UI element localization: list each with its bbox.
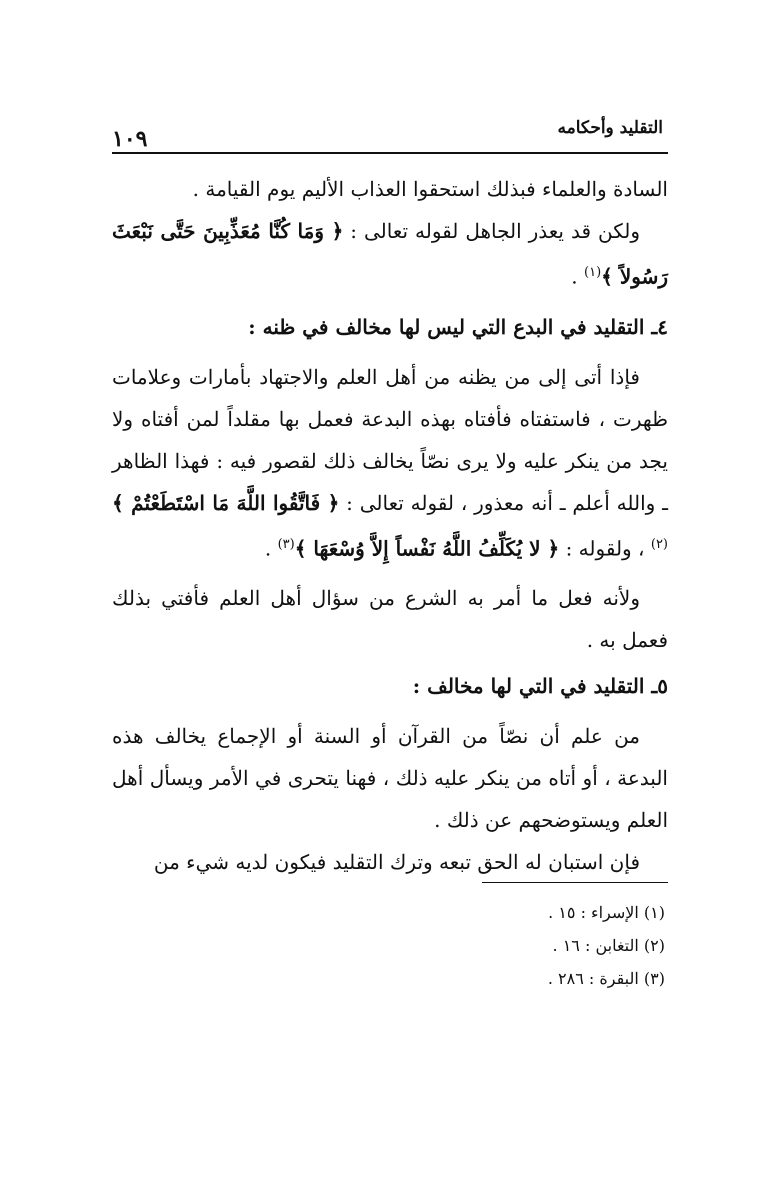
- paragraph-6: فإن استبان له الحق تبعه وترك التقليد فيكون لديه شيء من: [153, 850, 640, 875]
- paragraph-5: من علم أن نصّاً من القرآن أو السنة أو الإجماع يخالف هذه البدعة ، أو أتاه من ينكر عليه ذلك ، فهنا يتحرى في الأمر ويسأل أهل العلم ويستوضحهم عن ذلك .: [112, 724, 668, 833]
- footnote-2: (٢) التغابن : ١٦ .: [552, 936, 665, 955]
- paragraph-3: [112, 356, 668, 570]
- section-heading-5: ٥ـ التقليد في التي لها مخالف :: [412, 674, 668, 699]
- paragraph-3-text: فإذا أتى إلى من يظنه من أهل العلم والاجتهاد بأمارات وعلامات ظهرت ، فاستفتاه فأفتاه بهذه البدعة فعمل بها مقلداً لمن أفتاه ولا يجد من ينكر عليه ولا يرى نصّاً يخالف ذلك لقصور فيه : فهذا الظاهر ـ والله أعلم ـ أنه معذور ، لقوله تعالى :: [112, 364, 669, 515]
- paragraph-4: ولأنه فعل ما أمر به الشرع من سؤال أهل العلم فأفتي بذلك فعمل به .: [112, 586, 668, 653]
- section-heading-4: ٤ـ التقليد في البدع التي ليس لها مخالف في ظنه :: [248, 314, 668, 339]
- header-rule: [112, 152, 668, 154]
- paragraph-2-end: .: [571, 264, 585, 289]
- quran-verse-2: ﴿ فَاتَّقُوا اللَّهَ مَا اسْتَطَعْتُمْ ﴾: [112, 490, 340, 515]
- running-title: التقليد وأحكامه: [557, 118, 663, 138]
- main-text: [112, 168, 668, 883]
- paragraph-1: السادة والعلماء فبذلك استحقوا العذاب الأليم يوم القيامة .: [192, 177, 668, 201]
- paragraph-2-text: ولكن قد يعذر الجاهل لقوله تعالى :: [343, 219, 640, 243]
- page-number: ١٠٩: [112, 126, 148, 152]
- paragraph-2: [112, 210, 668, 298]
- footnote-1: (١) الإسراء : ١٥ .: [548, 903, 665, 922]
- footnote-rule: [482, 882, 668, 883]
- footnote-3: (٣) البقرة : ٢٨٦ .: [547, 969, 665, 988]
- footnote-ref-1: (١): [584, 265, 602, 280]
- footnotes: [365, 896, 665, 995]
- paragraph-3-mid: ، ولقوله :: [559, 536, 651, 561]
- quran-verse-1: ﴿ وَمَا كُنَّا مُعَذِّبِينَ حَتَّى نَبْعَثَ رَسُولاً ﴾: [112, 219, 668, 289]
- footnote-ref-3: (٣): [277, 536, 295, 552]
- paragraph-3-end: .: [264, 536, 278, 561]
- footnote-ref-2: (٢): [650, 536, 668, 552]
- quran-verse-3: ﴿ لا يُكَلِّفُ اللَّهُ نَفْساً إِلاَّ وُسْعَهَا ﴾: [294, 536, 560, 561]
